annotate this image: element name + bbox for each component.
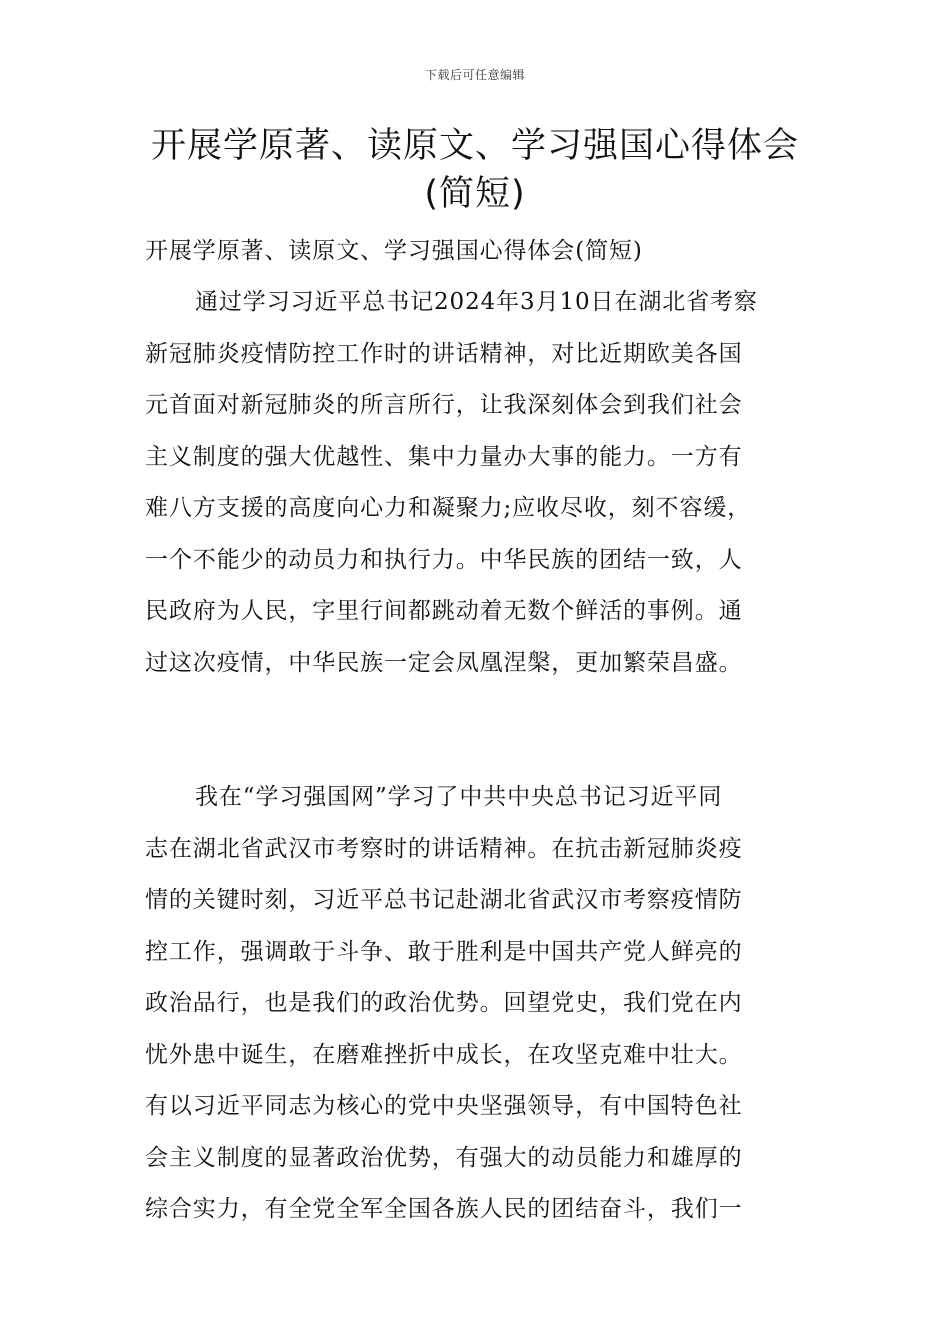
paragraph-line: 综合实力，有全党全军全国各族人民的团结奋斗，我们一 bbox=[145, 1196, 743, 1222]
subtitle-text: 开展学原著、读原文、学习强国心得体会(简短) bbox=[145, 238, 643, 264]
paragraph-line: 元首面对新冠肺炎的所言所行，让我深刻体会到我们社会 bbox=[145, 392, 743, 418]
paragraph-line: 情的关键时刻，习近平总书记赴湖北省武汉市考察疫情防 bbox=[145, 887, 743, 913]
paragraph-line: 新冠肺炎疫情防控工作时的讲话精神，对比近期欧美各国 bbox=[145, 340, 743, 367]
paragraph-1 bbox=[145, 277, 810, 689]
paragraph-line: 我在“学习强国网”学习了中共中央总书记习近平同 bbox=[195, 784, 723, 810]
paragraph-line: 志在湖北省武汉市考察时的讲话精神。在抗击新冠肺炎疫 bbox=[145, 835, 743, 862]
paragraph-line: 难八方支援的高度向心力和凝聚力;应收尽收，刻不容缓， bbox=[145, 495, 752, 521]
paragraph-1-text bbox=[145, 277, 810, 689]
paragraph-line: 过这次疫情，中华民族一定会凤凰涅槃，更加繁荣昌盛。 bbox=[145, 649, 743, 676]
paragraph-2-text bbox=[145, 772, 810, 1236]
paragraph-line: 民政府为人民，字里行间都跳动着无数个鲜活的事例。通 bbox=[145, 598, 743, 624]
paragraph-line: 主义制度的强大优越性、集中力量办大事的能力。一方有 bbox=[145, 443, 743, 470]
subtitle-line bbox=[145, 226, 810, 278]
paragraph-line: 政治品行，也是我们的政治优势。回望党史，我们党在内 bbox=[145, 990, 743, 1016]
paragraph-line: 有以习近平同志为核心的党中央坚强领导，有中国特色社 bbox=[145, 1093, 743, 1119]
paragraph-line: 忧外患中诞生，在磨难挫折中成长，在攻坚克难中壮大。 bbox=[145, 1041, 743, 1068]
title-line-2: (简短) bbox=[424, 174, 526, 214]
paragraph-line: 一个不能少的动员力和执行力。中华民族的团结一致，人 bbox=[145, 546, 743, 573]
title-line-1: 开展学原著、读原文、学习强国心得体会 bbox=[150, 126, 799, 166]
paragraph-2 bbox=[145, 772, 810, 1236]
paragraph-line: 通过学习习近平总书记2024年3月10日在湖北省考察 bbox=[195, 289, 758, 315]
paragraph-line: 控工作，强调敢于斗争、敢于胜利是中国共产党人鲜亮的 bbox=[145, 938, 743, 965]
document-title bbox=[145, 122, 805, 218]
paragraph-line: 会主义制度的显著政治优势，有强大的动员能力和雄厚的 bbox=[145, 1144, 743, 1171]
header-note: 下载后可任意编辑 bbox=[424, 68, 525, 82]
